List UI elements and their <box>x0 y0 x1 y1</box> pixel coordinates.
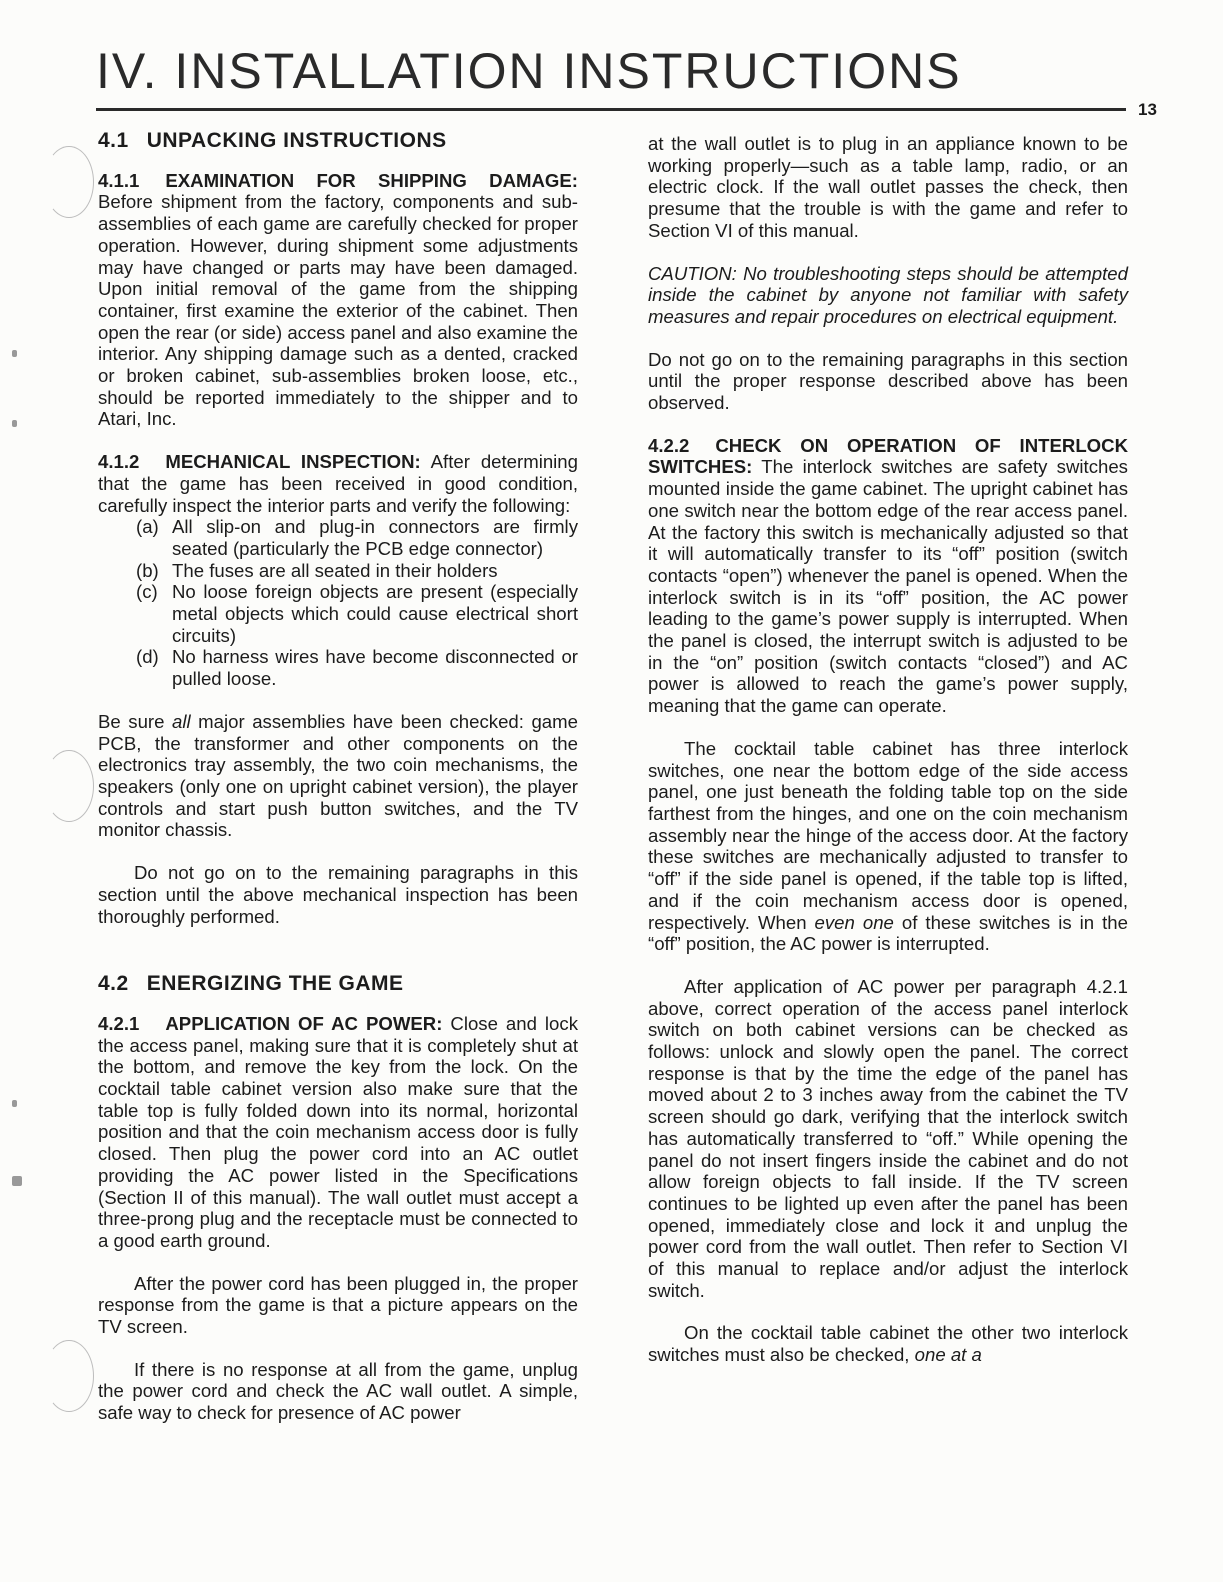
section-heading-4-1: 4.1 UNPACKING INSTRUCTIONS <box>98 129 447 152</box>
punch-hole-mark <box>44 146 94 218</box>
paragraph: The cocktail table cabinet has three interlock switches, one near the bottom edge of the side access panel, one just beneath the folding table top on the side farthest from the hinges, and one on the coin mechanism assembly near the hinge of the access door. At the factory these switches are mechanically adjusted to transfer to “off” if the side panel is opened, if the table top is lifted, and if the coin mechanism access door is opened, respectively. When even one of these switches is in the “off” position, the AC power is interrupted. <box>648 737 1128 955</box>
paragraph: at the wall outlet is to plug in an appliance known to be working properly—such as a table lamp, radio, or an electric clock. If the wall outlet passes the check, then presume that the trouble is with the game and refer to Section VI of this manual. <box>648 133 1128 241</box>
list-item: (d) No harness wires have become disconnected or pulled loose. <box>136 646 578 690</box>
subsection-heading-4-2-1: 4.2.1 APPLICATION OF AC POWER: <box>98 1012 443 1034</box>
section-heading-4-2: 4.2 ENERGIZING THE GAME <box>98 972 404 996</box>
page-title: IV. INSTALLATION INSTRUCTIONS <box>96 43 962 99</box>
scan-speck <box>12 1100 17 1107</box>
inspection-list <box>98 516 578 690</box>
subsection-heading-4-2-2: 4.2.2 CHECK ON OPERATION OF INTERLOCK SWITCHES: <box>648 434 1128 478</box>
scan-speck <box>12 1176 22 1186</box>
paragraph: On the cocktail table cabinet the other two interlock switches must also be checked, one at a <box>648 1322 1128 1366</box>
list-item: (a) All slip-on and plug-in connectors are firmly seated (particularly the PCB edge connector) <box>136 516 578 559</box>
paragraph: After the power cord has been plugged in, the proper response from the game is that a picture appears on the TV screen. <box>98 1272 578 1338</box>
left-column <box>98 126 578 1424</box>
right-column <box>648 133 1128 1366</box>
title-rule <box>96 108 1126 111</box>
list-item: (c) No loose foreign objects are present (especially metal objects which could cause electrical short circuits) <box>136 581 578 646</box>
punch-hole-mark <box>44 1340 94 1412</box>
scan-speck <box>12 350 17 357</box>
paragraph: Do not go on to the remaining paragraphs in this section until the above mechanical inspection has been thoroughly performed. <box>98 862 578 927</box>
paragraph: If there is no response at all from the game, unplug the power cord and check the AC wall outlet. A simple, safe way to check for presence of AC power <box>98 1358 578 1424</box>
punch-hole-mark <box>44 750 94 822</box>
page-number: 13 <box>1138 100 1157 119</box>
subsection-heading-4-1-1: 4.1.1 EXAMINATION FOR SHIPPING DAMAGE: <box>98 169 578 191</box>
caution-note: CAUTION: No troubleshooting steps should be attempted inside the cabinet by anyone not familiar with safety measures and repair procedures on electrical equipment. <box>648 262 1128 327</box>
paragraph: Do not go on to the remaining paragraphs in this section until the proper response described above has been observed. <box>648 348 1128 414</box>
scan-speck <box>12 420 17 427</box>
list-item: (b) The fuses are all seated in their holders <box>136 559 498 581</box>
paragraph-4-1-1: 4.1.1 EXAMINATION FOR SHIPPING DAMAGE: Before shipment from the factory, components and sub-assemblies of each game are carefully checked for proper operation. However, during shipment some adjustments may have changed or parts may have been damaged. Upon initial removal of the game from the shipping container, first examine the exterior of the cabinet. Then open the rear (or side) access panel and also examine the interior. Any shipping damage such as a dented, cracked or broken cabinet, sub-assemblies broken loose, etc., should be reported immediately to the shipper and to Atari, Inc. <box>98 169 578 430</box>
paragraph-4-2-2: 4.2.2 CHECK ON OPERATION OF INTERLOCK SWITCHES: The interlock switches are safety switches mounted inside the game cabinet. The upright cabinet has one switch near the bottom edge of the rear access panel. At the factory this switch is mechanically adjusted so that it will automatically transfer to its “off” position (switch contacts “open”) whenever the panel is opened. When the interlock switch is in its “off” position, the AC power leading to the game’s power supply is interrupted. When the panel is closed, the interrupt switch is adjusted to be in the “on” position (switch contacts “closed”) and AC power is allowed to reach the game’s power supply, meaning that the game can operate. <box>648 434 1128 717</box>
subsection-heading-4-1-2: 4.1.2 MECHANICAL INSPECTION: <box>98 451 421 473</box>
paragraph-4-2-1: 4.2.1 APPLICATION OF AC POWER: Close and lock the access panel, making sure that it is completely shut at the bottom, and remove the key from the lock. On the cocktail table cabinet version also make sure that the table top is fully folded down into its normal, horizontal position and that the coin mechanism access door is fully closed. Then plug the power cord into an AC outlet providing the AC power listed in the Specifications (Section II of this manual). The wall outlet must accept a three-prong plug and the receptacle must be connected to a good earth ground. <box>98 1012 578 1251</box>
paragraph: After application of AC power per paragraph 4.2.1 above, correct operation of the access panel interlock switch on both cabinet versions can be checked as follows: unlock and slowly open the panel. The correct response is that by the time the edge of the panel has moved about 2 to 3 inches away from the cabinet the TV screen should go dark, verifying that the interlock switch has automatically transferred to “off.” While opening the panel do not insert fingers inside the cabinet and do not allow foreign objects to fall inside. If the TV screen continues to be lighted up even after the panel has been opened, immediately close and lock it and unplug the power cord from the wall outlet. Then refer to Section VI of this manual to replace and/or adjust the interlock switch. <box>648 975 1128 1301</box>
paragraph-4-1-2: 4.1.2 MECHANICAL INSPECTION: After determining that the game has been received in good condition, carefully inspect the interior parts and verify the following: <box>98 451 578 516</box>
paragraph: Be sure all major assemblies have been checked: game PCB, the transformer and other components on the electronics tray assembly, the two coin mechanisms, the speakers (only one on upright cabinet version), the player controls and start push button switches, and the TV monitor chassis. <box>98 710 578 841</box>
